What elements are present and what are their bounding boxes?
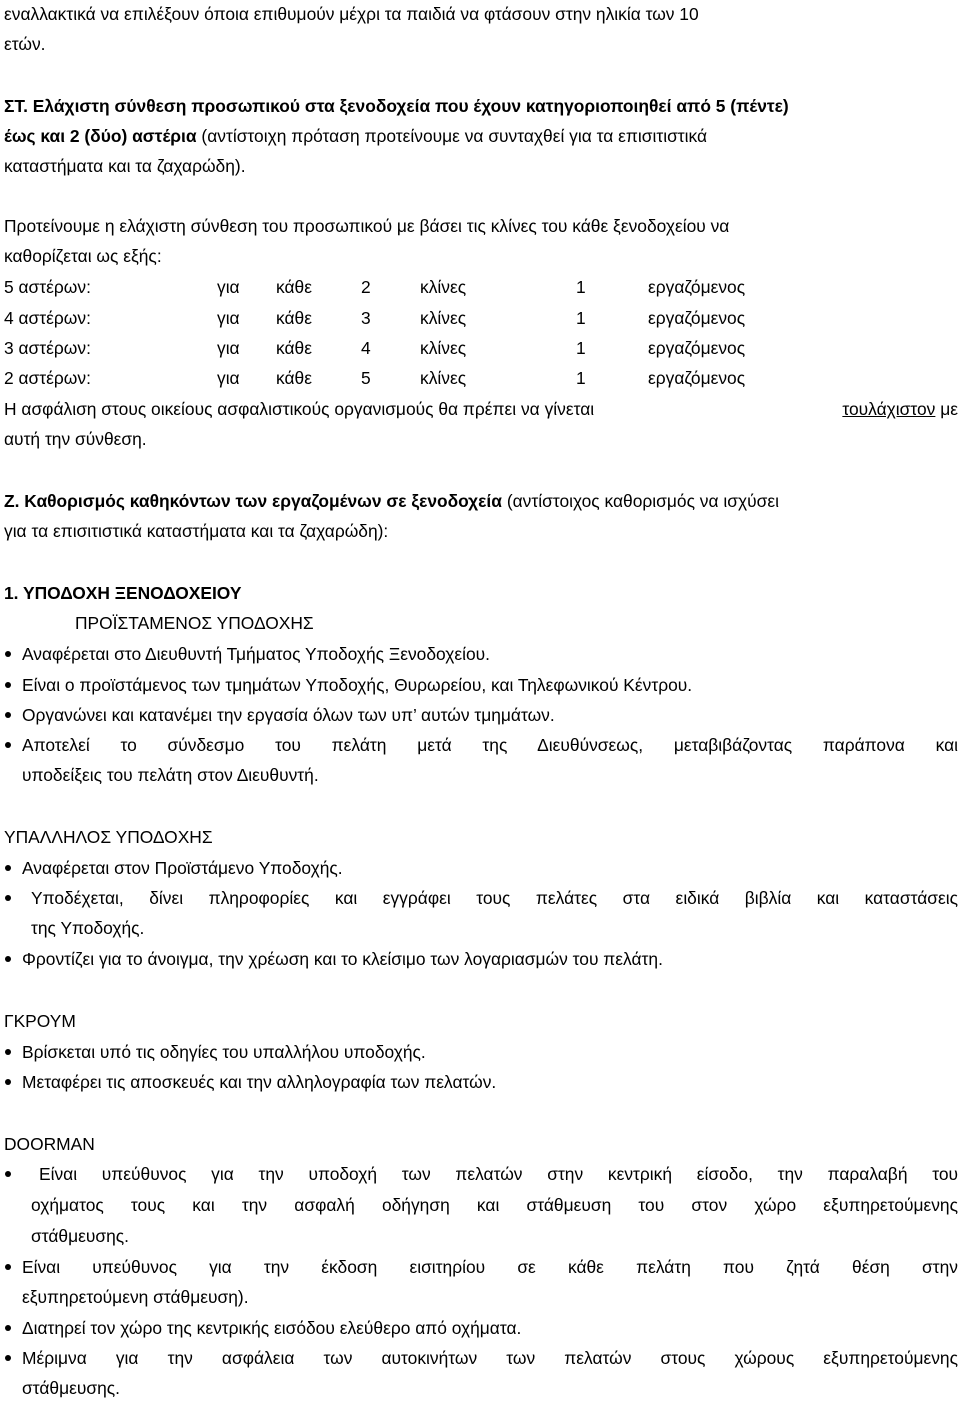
list-item: Μεταφέρει τις αποσκευές και την αλληλογραφία των πελατών. (22, 1072, 497, 1092)
insurance-underlined: τουλάχιστον (842, 399, 936, 419)
list-item: Αναφέρεται στον Προϊστάμενο Υποδοχής. (22, 858, 343, 878)
bullet-icon (5, 895, 11, 901)
groom-title: ΓΚΡΟΥΜ (4, 1011, 76, 1031)
bullet-icon (5, 865, 11, 871)
section-z-heading-line-2: για τα επισιτιστικά καταστήματα και τα ζαχαρώδη): (4, 521, 389, 541)
beds-cell: 3 (361, 308, 371, 328)
list-item: Διατηρεί τον χώρο της κεντρικής εισόδου ελεύθερο από οχήματα. (22, 1318, 522, 1338)
list-item: Βρίσκεται υπό τις οδηγίες του υπαλλήλου υποδοχής. (22, 1042, 426, 1062)
list-item: Μέριμνα για την ασφάλεια των αυτοκινήτων των πελατών στους χώρους εξυπηρετούμενης (22, 1348, 958, 1368)
insurance-tail: με (940, 399, 958, 419)
intro-line-2: ετών. (4, 34, 46, 54)
workers-label-cell: εργαζόμενος (648, 277, 746, 297)
stars-cell: 4 αστέρων: (4, 308, 91, 328)
each-cell: κάθε (276, 277, 312, 297)
each-cell: κάθε (276, 368, 312, 388)
workers-cell: 1 (576, 308, 586, 328)
bullet-icon (5, 1355, 11, 1361)
bullet-icon (5, 742, 11, 748)
beds-label-cell: κλίνες (420, 277, 467, 297)
list-item: Είναι υπεύθυνος για την έκδοση εισιτηρίου σε κάθε πελάτη που ζητά θέση στην (22, 1257, 958, 1277)
list-item-continuation: εξυπηρετούμενη στάθμευση). (22, 1287, 249, 1307)
list-item: Αποτελεί το σύνδεσμο του πελάτη μετά της Διευθύνσεως, μεταβιβάζοντας παράπονα και (22, 735, 958, 755)
intro-line-1: εναλλακτικά να επιλέξουν όποια επιθυμούν μέχρι τα παιδιά να φτάσουν στην ηλικία των 10 (4, 4, 699, 24)
beds-label-cell: κλίνες (420, 338, 467, 358)
stars-cell: 5 αστέρων: (4, 277, 91, 297)
section-st-paragraph-line-2: καθορίζεται ως εξής: (4, 246, 162, 266)
stars-cell: 3 αστέρων: (4, 338, 91, 358)
bullet-icon (5, 1049, 11, 1055)
list-item: Υποδέχεται, δίνει πληροφορίες και εγγράφει τους πελάτες στα ειδικά βιβλία και καταστάσεις (31, 888, 958, 908)
workers-label-cell: εργαζόμενος (648, 368, 746, 388)
list-item: Αναφέρεται στο Διευθυντή Τμήματος Υποδοχής Ξενοδοχείου. (22, 644, 490, 664)
list-item: Είναι ο προϊστάμενος των τμημάτων Υποδοχής, Θυρωρείου, και Τηλεφωνικού Κέντρου. (22, 675, 693, 695)
section-st-heading-rest: (αντίστοιχη πρόταση προτείνουμε να συνταχθεί για τα επισιτιστικά (201, 126, 708, 146)
section-st-heading-line-3: καταστήματα και τα ζαχαρώδη). (4, 156, 246, 176)
beds-cell: 4 (361, 338, 371, 358)
for-cell: για (217, 277, 240, 297)
doorman-title: DOORMAN (4, 1134, 95, 1154)
workers-label-cell: εργαζόμενος (648, 308, 746, 328)
section-st-paragraph-line-1: Προτείνουμε η ελάχιστη σύνθεση του προσωπικού με βάσει τις κλίνες του κάθε ξενοδοχείου να (4, 216, 730, 236)
for-cell: για (217, 338, 240, 358)
head-of-reception-title: ΠΡΟΪΣΤΑΜΕΝΟΣ ΥΠΟΔΟΧΗΣ (75, 613, 314, 633)
insurance-text: Η ασφάλιση στους οικείους ασφαλιστικούς οργανισμούς θα πρέπει να γίνεται (4, 399, 595, 419)
list-item-continuation: οχήματος τους και την ασφαλή οδήγηση και στάθμευση του στον χώρο εξυπηρετούμενης (31, 1195, 958, 1215)
section-st-heading-bold: έως και 2 (δύο) αστέρια (4, 126, 197, 146)
bullet-icon (5, 1325, 11, 1331)
bullet-icon (5, 1079, 11, 1085)
bullet-icon (5, 682, 11, 688)
list-item-continuation: υποδείξεις του πελάτη στον Διευθυντή. (22, 765, 319, 785)
list-item-continuation: στάθμευσης. (31, 1226, 129, 1246)
workers-label-cell: εργαζόμενος (648, 338, 746, 358)
insurance-line-2: αυτή την σύνθεση. (4, 429, 147, 449)
list-item-continuation: της Υποδοχής. (31, 918, 145, 938)
insurance-line-1 (4, 399, 958, 419)
section-z-heading-line-1 (4, 491, 779, 511)
bullet-icon (5, 651, 11, 657)
bullet-icon (5, 1171, 11, 1177)
section-st-heading-line-1: ΣΤ. Ελάχιστη σύνθεση προσωπικού στα ξενοδοχεία που έχουν κατηγοριοποιηθεί από 5 (πέντε) (4, 96, 789, 116)
reception-clerk-title: ΥΠΑΛΛΗΛΟΣ ΥΠΟΔΟΧΗΣ (4, 827, 213, 847)
workers-cell: 1 (576, 338, 586, 358)
list-item: Είναι υπεύθυνος για την υποδοχή των πελατών στην κεντρική είσοδο, την παραλαβή του (39, 1164, 958, 1184)
list-item: Φροντίζει για το άνοιγμα, την χρέωση και το κλείσιμο των λογαριασμών του πελάτη. (22, 949, 663, 969)
beds-cell: 5 (361, 368, 371, 388)
section-z-heading-rest: (αντίστοιχος καθορισμός να ισχύσει (506, 491, 779, 511)
each-cell: κάθε (276, 308, 312, 328)
workers-cell: 1 (576, 277, 586, 297)
section-z-heading-bold: Ζ. Καθορισμός καθηκόντων των εργαζομένων σε ξενοδοχεία (4, 491, 502, 511)
beds-label-cell: κλίνες (420, 308, 467, 328)
stars-cell: 2 αστέρων: (4, 368, 91, 388)
list-item: Οργανώνει και κατανέμει την εργασία όλων των υπ’ αυτών τμημάτων. (22, 705, 555, 725)
each-cell: κάθε (276, 338, 312, 358)
beds-cell: 2 (361, 277, 371, 297)
reception-title: 1. ΥΠΟΔΟΧΗ ΞΕΝΟΔΟΧΕΙΟΥ (4, 583, 242, 603)
section-st-heading-line-2 (4, 126, 958, 146)
list-item-continuation: στάθμευσης. (22, 1378, 120, 1398)
for-cell: για (217, 368, 240, 388)
beds-label-cell: κλίνες (420, 368, 467, 388)
for-cell: για (217, 308, 240, 328)
bullet-icon (5, 712, 11, 718)
bullet-icon (5, 956, 11, 962)
bullet-icon (5, 1264, 11, 1270)
workers-cell: 1 (576, 368, 586, 388)
